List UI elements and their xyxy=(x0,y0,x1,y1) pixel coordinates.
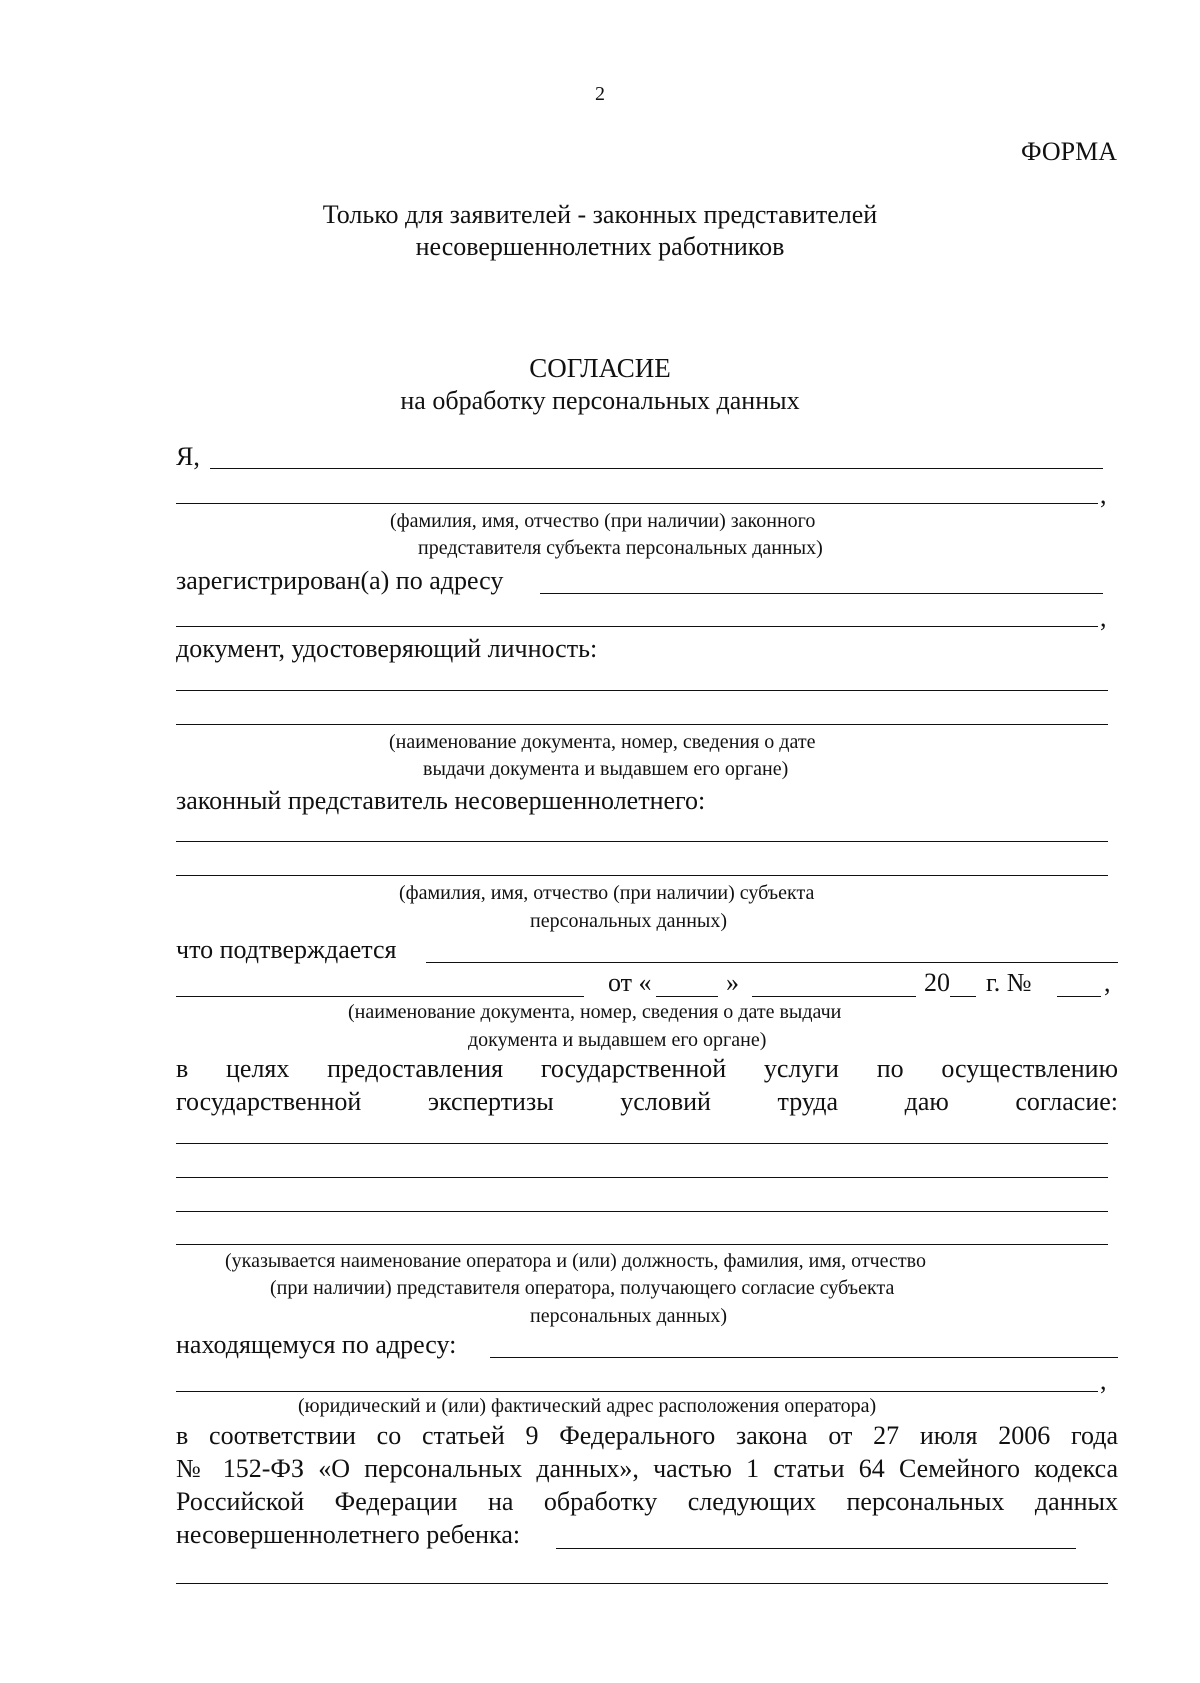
year-prefix: 20 xyxy=(924,968,950,997)
registered-address-field-2[interactable] xyxy=(176,626,1098,627)
comma: , xyxy=(1100,1366,1107,1395)
document-title: СОГЛАСИЕ xyxy=(529,353,671,383)
id-document-label: документ, удостоверяющий личность: xyxy=(176,634,598,663)
hint-representative-name: (фамилия, имя, отчество (при наличии) законного xyxy=(390,510,816,532)
hint-operator: (указывается наименование оператора и (или) должность, фамилия, имя, отчество xyxy=(225,1250,926,1272)
child-data-field-2[interactable] xyxy=(176,1583,1108,1584)
subject-name-field[interactable] xyxy=(176,841,1108,842)
confirmed-label: что подтверждается xyxy=(176,935,397,964)
subject-name-field-2[interactable] xyxy=(176,875,1108,876)
hint-subject-name-2: персональных данных) xyxy=(530,910,728,932)
quote-close: » xyxy=(726,968,739,997)
year-suffix: г. № xyxy=(986,968,1032,997)
registered-address-field[interactable] xyxy=(540,593,1103,594)
hint-confirm-document: (наименование документа, номер, сведения о дате выдачи xyxy=(348,1001,842,1023)
law-line2: № 152-ФЗ «О персональных данных», частью 1 статьи 64 Семейного кодекса xyxy=(176,1454,1118,1483)
date-month-field[interactable] xyxy=(752,996,916,997)
id-document-field-2[interactable] xyxy=(176,724,1108,725)
legal-rep-label: законный представитель несовершеннолетнего: xyxy=(176,786,706,815)
operator-field[interactable] xyxy=(176,1143,1108,1144)
operator-address-field[interactable] xyxy=(490,1357,1118,1358)
representative-name-field[interactable] xyxy=(210,468,1103,469)
hint-document: (наименование документа, номер, сведения о дате xyxy=(389,731,816,753)
i-label: Я, xyxy=(176,442,200,471)
comma: , xyxy=(1100,480,1107,509)
hint-representative-name-2: представителя субъекта персональных данных) xyxy=(418,537,823,559)
comma: , xyxy=(1104,968,1111,997)
purpose-line2: государственной экспертизы условий труда даю согласие: xyxy=(176,1087,1118,1116)
child-data-field[interactable] xyxy=(556,1548,1076,1549)
law-line3: Российской Федерации на обработку следующих персональных данных xyxy=(176,1487,1118,1516)
representative-name-field-2[interactable] xyxy=(176,503,1098,504)
operator-field-2[interactable] xyxy=(176,1177,1108,1178)
hint-operator-2: (при наличии) представителя оператора, получающего согласие субъекта xyxy=(270,1277,895,1299)
form-label: ФОРМА xyxy=(1021,137,1117,166)
confirm-document-field[interactable] xyxy=(426,962,1118,963)
page-number: 2 xyxy=(595,83,605,105)
hint-confirm-document-2: документа и выдавшем его органе) xyxy=(468,1029,767,1051)
document-subtitle: на обработку персональных данных xyxy=(400,386,800,415)
date-day-field[interactable] xyxy=(656,996,718,997)
document-number-field[interactable] xyxy=(1057,996,1101,997)
operator-address-field-2[interactable] xyxy=(176,1391,1098,1392)
operator-field-3[interactable] xyxy=(176,1211,1108,1212)
registered-label: зарегистрирован(а) по адресу xyxy=(176,566,504,595)
applicants-note-line1: Только для заявителей - законных представителей xyxy=(322,200,878,229)
hint-subject-name: (фамилия, имя, отчество (при наличии) субъекта xyxy=(399,882,815,904)
hint-operator-address: (юридический и (или) фактический адрес расположения оператора) xyxy=(298,1395,877,1417)
hint-document-2: выдачи документа и выдавшем его органе) xyxy=(423,758,789,780)
from-label: от « xyxy=(608,968,652,997)
operator-field-4[interactable] xyxy=(176,1244,1108,1245)
purpose-line1: в целях предоставления государственной услуги по осуществлению xyxy=(176,1054,1118,1083)
id-document-field[interactable] xyxy=(176,690,1108,691)
located-label: находящемуся по адресу: xyxy=(176,1330,457,1359)
law-line4: несовершеннолетнего ребенка: xyxy=(176,1520,521,1549)
confirm-document-field-2[interactable] xyxy=(176,996,584,997)
applicants-note-line2: несовершеннолетних работников xyxy=(415,232,785,261)
hint-operator-3: персональных данных) xyxy=(530,1305,728,1327)
comma: , xyxy=(1100,603,1107,632)
law-line1: в соответствии со статьей 9 Федерального закона от 27 июля 2006 года xyxy=(176,1421,1118,1450)
date-year-field[interactable] xyxy=(950,996,976,997)
